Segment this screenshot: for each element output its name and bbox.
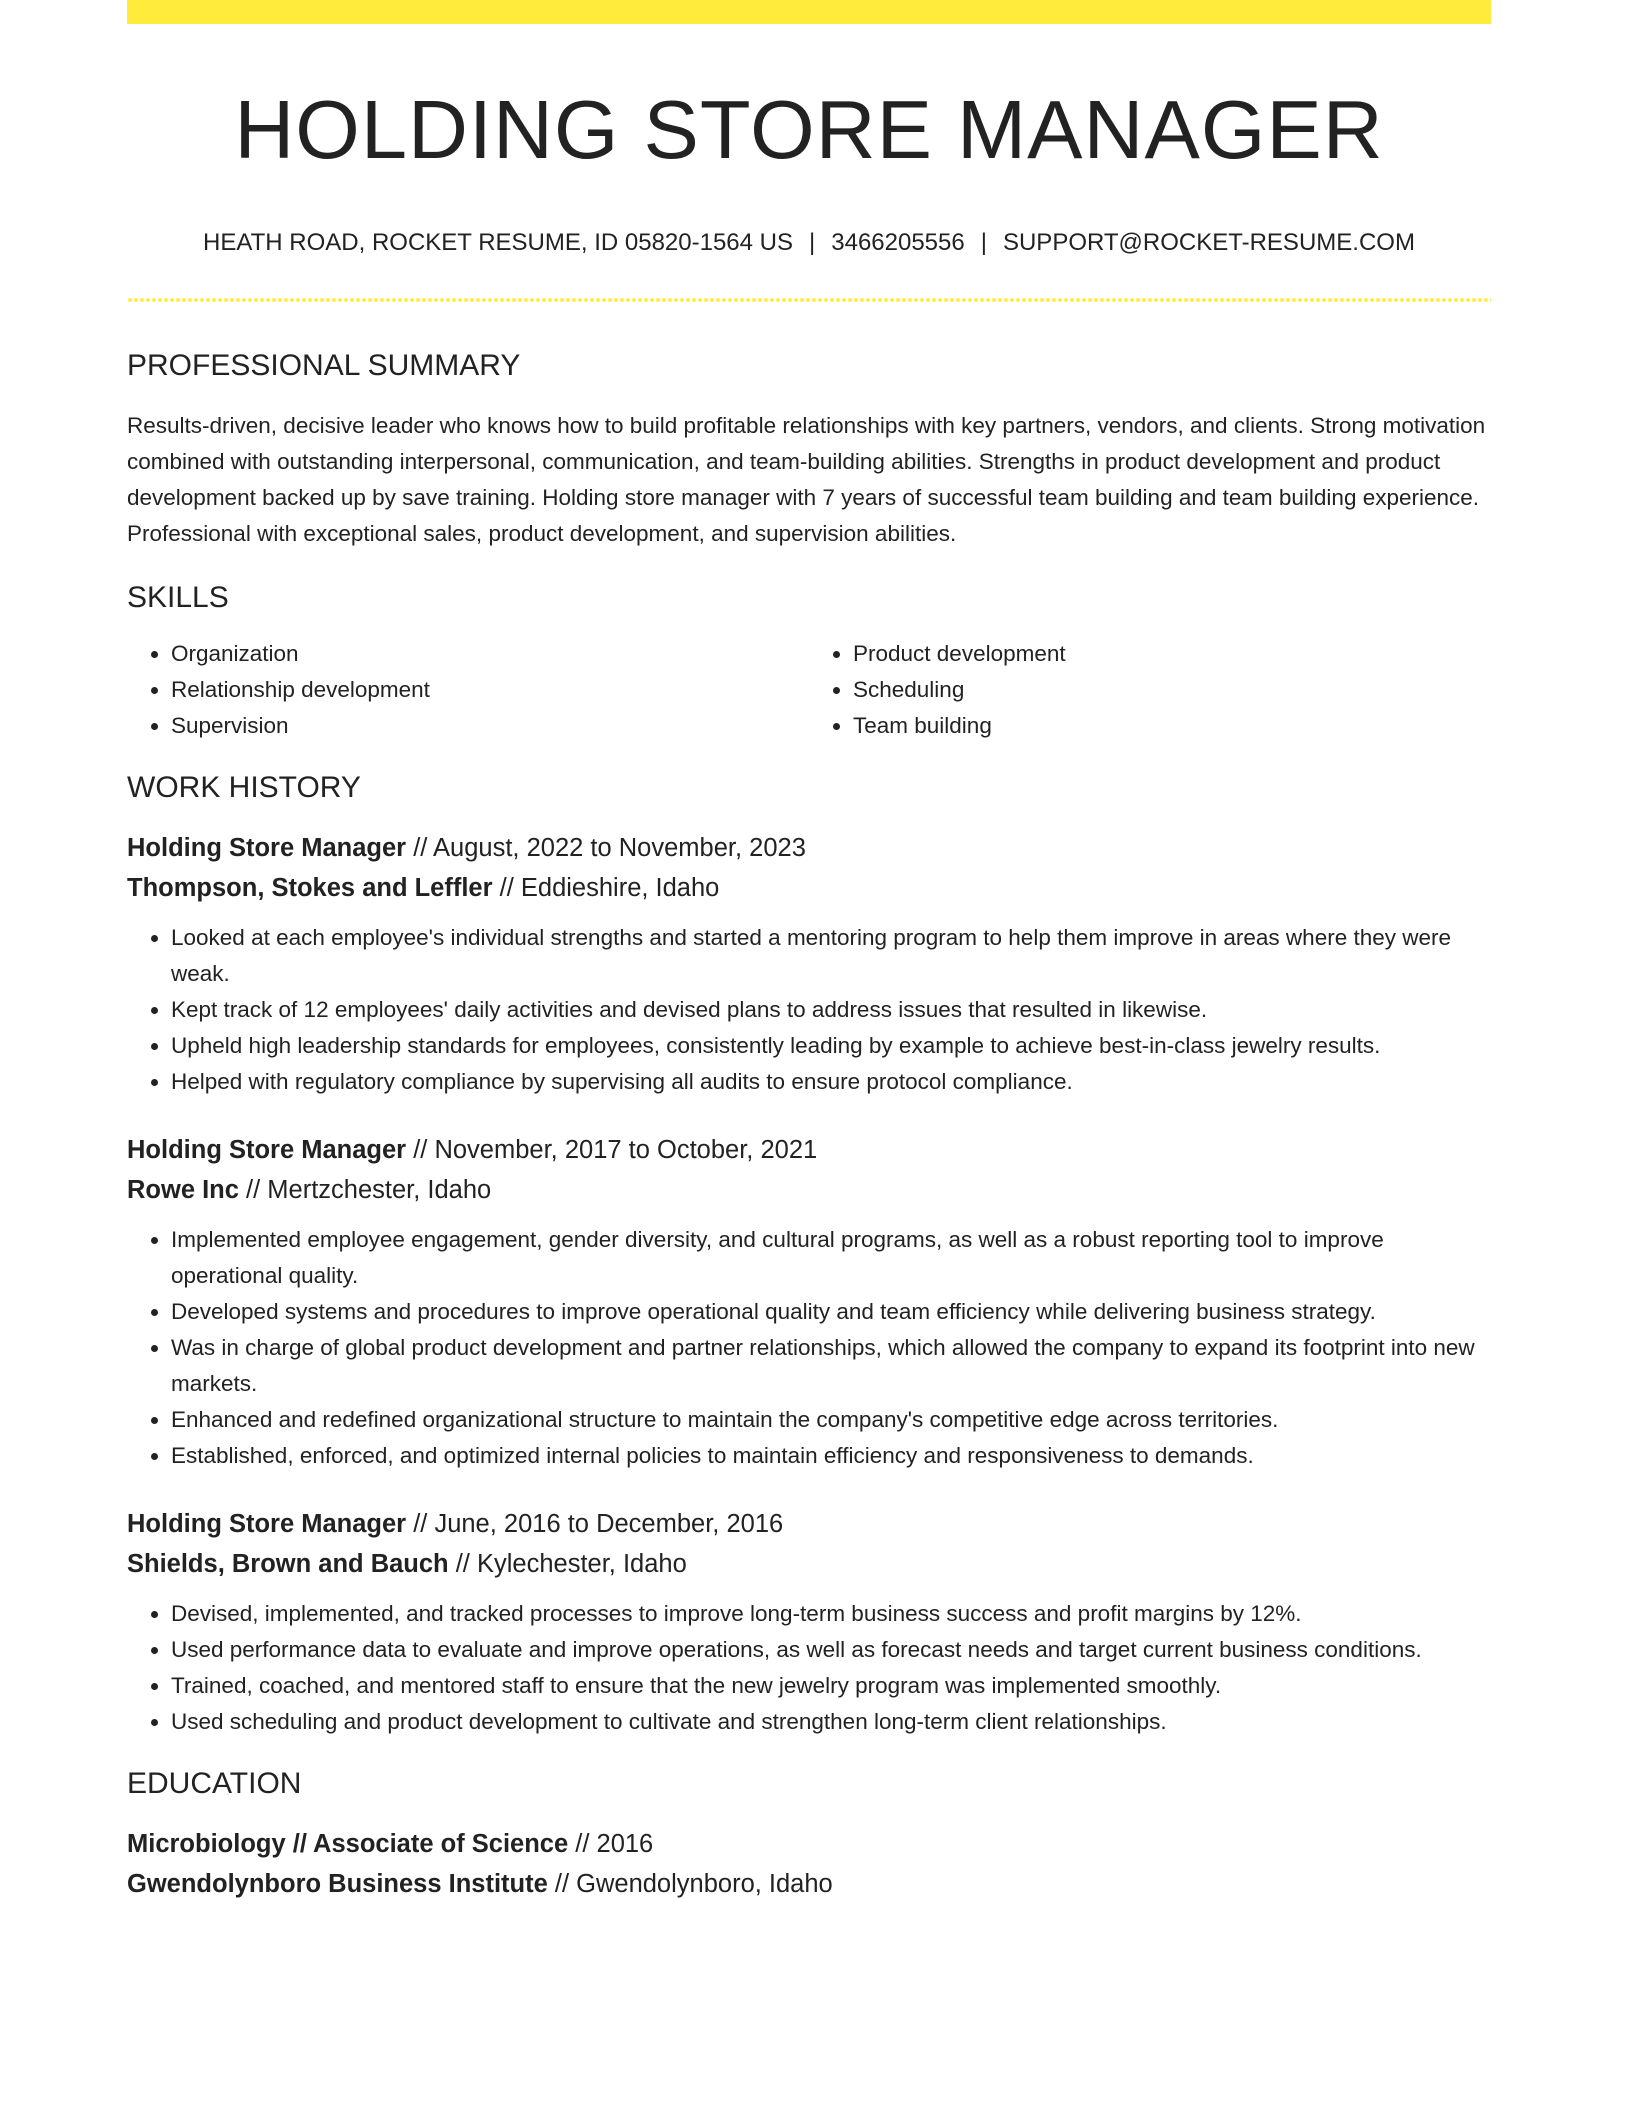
contact-separator: | [809,229,816,257]
job-bullet: • Looked at each employee's individual strengths and started a mentoring program to help them improve in areas where they were weak. [171,920,1491,992]
job-bullet: • Established, enforced, and optimized internal policies to maintain efficiency and responsiveness to demands. [171,1438,1491,1474]
job-dates: // November, 2017 to October, 2021 [406,1136,818,1165]
job-company: Shields, Brown and Bauch [127,1550,449,1579]
job-bullet: • Enhanced and redefined organizational structure to maintain the company's competitive edge across territories. [171,1402,1491,1438]
education-school-line [127,1864,1491,1904]
contact-address: HEATH ROAD, ROCKET RESUME, ID 05820-1564 US [203,229,794,257]
skill-item: • Product development [853,636,1491,672]
job-location: // Kylechester, Idaho [448,1550,687,1579]
job-role: Holding Store Manager [127,1136,407,1165]
job-company: Thompson, Stokes and Leffler [127,874,493,903]
summary-text: Results-driven, decisive leader who knows how to build profitable relationships with key partners, vendors, and clients. Strong motivation combined with outstanding interpersonal, communication, and team-building abilities. Strengths in product development and product development backed up by save training. Holding store manager with 7 years of successful team building and team building experience. Professional with exceptional sales, product development, and supervision abilities. [127,413,1486,547]
job-bullet: • Developed systems and procedures to improve operational quality and team efficiency while delivering business strategy. [171,1294,1491,1330]
job-location: // Mertzchester, Idaho [238,1176,492,1205]
job-title-line [127,1504,1491,1544]
job-dates: // August, 2022 to November, 2023 [406,834,806,863]
education-school: Gwendolynboro Business Institute [127,1870,548,1899]
job-company: Rowe Inc [127,1176,239,1205]
top-accent-bar [127,0,1491,24]
job-entry [127,828,1491,1100]
job-bullet: • Upheld high leadership standards for employees, consistently leading by example to achieve best-in-class jewelry results. [171,1028,1491,1064]
job-bullet: • Used scheduling and product development to cultivate and strengthen long-term client relationships. [171,1704,1491,1740]
education-year: // 2016 [568,1830,654,1859]
education-location: // Gwendolynboro, Idaho [547,1870,833,1899]
job-company-line [127,1170,1491,1210]
education-heading: EDUCATION [127,1767,302,1801]
job-bullet: • Implemented employee engagement, gender diversity, and cultural programs, as well as a robust reporting tool to improve operational quality. [171,1222,1491,1294]
job-bullet: • Was in charge of global product development and partner relationships, which allowed the company to expand its footprint into new markets. [171,1330,1491,1402]
job-location: // Eddieshire, Idaho [492,874,720,903]
skill-item: • Scheduling [853,672,1491,708]
job-dates: // June, 2016 to December, 2016 [406,1510,784,1539]
contact-phone: 3466205556 [831,229,965,257]
work-history-heading: WORK HISTORY [127,771,361,805]
skill-item: • Relationship development [171,672,809,708]
skills-column-left [127,636,809,744]
job-bullet: • Trained, coached, and mentored staff to ensure that the new jewelry program was implemented smoothly. [171,1668,1491,1704]
job-bullets [127,1222,1491,1474]
summary-heading: PROFESSIONAL SUMMARY [127,349,521,383]
job-role: Holding Store Manager [127,1510,407,1539]
dotted-divider [127,298,1491,302]
job-entry [127,1504,1491,1740]
skills-heading: SKILLS [127,581,229,615]
contact-separator: | [980,229,987,257]
job-title-line [127,1130,1491,1170]
job-bullet: • Used performance data to evaluate and improve operations, as well as forecast needs and target current business conditions. [171,1632,1491,1668]
skills-column-right [809,636,1491,744]
job-role: Holding Store Manager [127,834,407,863]
education-degree: Microbiology // Associate of Science [127,1830,569,1859]
education-entry [127,1824,1491,1904]
job-company-line [127,868,1491,908]
resume-page [127,0,1491,1904]
skill-item: • Supervision [171,708,809,744]
resume-name: HOLDING STORE MANAGER [234,83,1384,176]
contact-email: SUPPORT@ROCKET-RESUME.COM [1002,229,1415,257]
skills-list [127,636,1491,744]
skill-item: • Team building [853,708,1491,744]
education-degree-line [127,1824,1491,1864]
job-bullets [127,1596,1491,1740]
job-entry [127,1130,1491,1474]
job-bullet: • Kept track of 12 employees' daily activities and devised plans to address issues that resulted in likewise. [171,992,1491,1028]
job-company-line [127,1544,1491,1584]
job-bullet: • Devised, implemented, and tracked processes to improve long-term business success and profit margins by 12%. [171,1596,1491,1632]
job-bullets [127,920,1491,1100]
contact-line [127,229,1491,258]
job-bullet: • Helped with regulatory compliance by supervising all audits to ensure protocol compliance. [171,1064,1491,1100]
job-title-line [127,828,1491,868]
skill-item: • Organization [171,636,809,672]
